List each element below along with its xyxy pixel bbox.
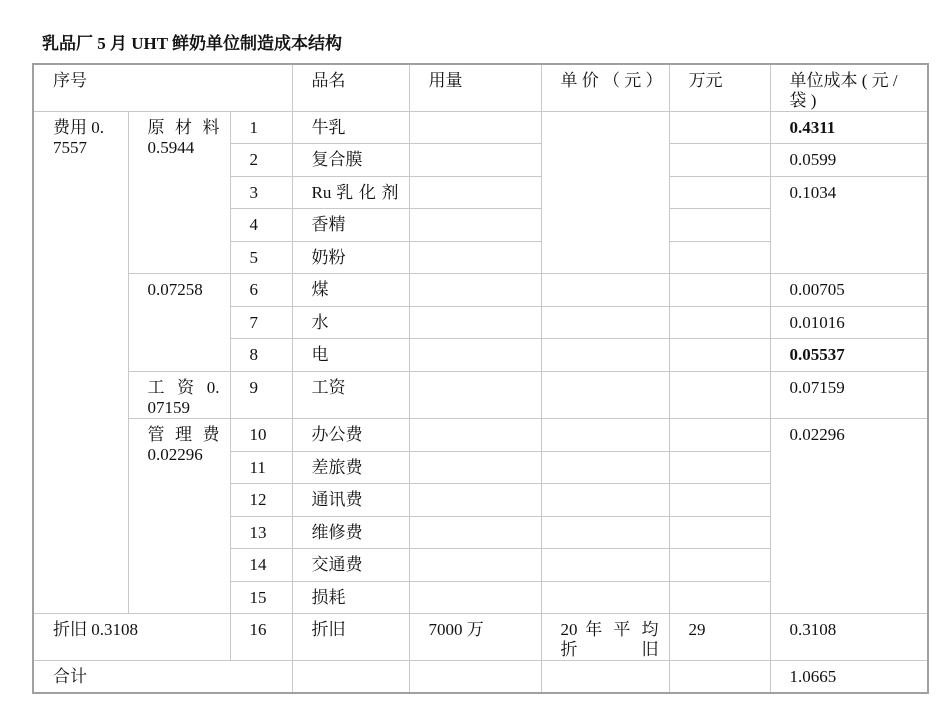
qty-cell <box>409 339 541 372</box>
header-seq: 序号 <box>33 64 292 112</box>
wan-cell <box>669 372 770 419</box>
item-name: 办公费 <box>292 419 409 452</box>
header-qty: 用量 <box>409 64 541 112</box>
item-name: 差旅费 <box>292 452 409 484</box>
wan-cell <box>669 484 770 517</box>
row-number: 6 <box>230 274 292 307</box>
unit-cost-cell: 0.1034 <box>770 177 928 274</box>
page-title: 乳品厂 5 月 UHT 鲜奶单位制造成本结构 <box>42 34 343 53</box>
qty-cell <box>409 582 541 614</box>
row-number: 13 <box>230 517 292 549</box>
wan-cell <box>669 517 770 549</box>
cost-structure-table <box>32 63 929 694</box>
wan-cell <box>669 452 770 484</box>
item-name: 香精 <box>292 209 409 242</box>
item-name: 损耗 <box>292 582 409 614</box>
wan-cell <box>669 549 770 582</box>
item-name: 维修费 <box>292 517 409 549</box>
qty-cell <box>409 419 541 452</box>
qty-cell <box>409 307 541 339</box>
qty-cell <box>409 452 541 484</box>
group-fee: 费用 0. 7557 <box>33 112 128 614</box>
qty-cell <box>409 484 541 517</box>
row-number: 11 <box>230 452 292 484</box>
wan-cell: 29 <box>669 614 770 661</box>
table-row <box>33 112 928 144</box>
qty-cell <box>409 209 541 242</box>
item-name: 煤 <box>292 274 409 307</box>
item-name: 复合膜 <box>292 144 409 177</box>
price-cell: 20 年 平 均 折旧 <box>541 614 669 661</box>
unit-cost-cell: 0.4311 <box>770 112 928 144</box>
item-name: 奶粉 <box>292 242 409 274</box>
table-row <box>33 372 928 419</box>
price-cell <box>541 372 669 419</box>
header-wan-yuan: 万元 <box>669 64 770 112</box>
group-energy: 0.07258 <box>128 274 230 372</box>
group-raw-material: 原材料 0.5944 <box>128 112 230 274</box>
item-name: 折旧 <box>292 614 409 661</box>
price-cell <box>541 517 669 549</box>
row-number: 7 <box>230 307 292 339</box>
wan-cell <box>669 209 770 242</box>
header-row <box>33 64 928 112</box>
row-number: 4 <box>230 209 292 242</box>
qty-cell <box>409 177 541 209</box>
qty-cell <box>409 549 541 582</box>
wan-cell <box>669 177 770 209</box>
row-number: 2 <box>230 144 292 177</box>
group-wage: 工 资 0. 07159 <box>128 372 230 419</box>
table-row <box>33 419 928 452</box>
group-management: 管理费 0.02296 <box>128 419 230 614</box>
row-number: 10 <box>230 419 292 452</box>
unit-cost-cell: 0.07159 <box>770 372 928 419</box>
unit-cost-cell: 0.05537 <box>770 339 928 372</box>
qty-cell <box>409 112 541 144</box>
row-number: 14 <box>230 549 292 582</box>
unit-cost-cell: 0.3108 <box>770 614 928 661</box>
total-row <box>33 661 928 693</box>
row-number: 12 <box>230 484 292 517</box>
qty-cell <box>409 144 541 177</box>
item-name: Ru 乳 化 剂 <box>292 177 409 209</box>
qty-cell <box>409 661 541 693</box>
row-number: 15 <box>230 582 292 614</box>
qty-cell: 7000 万 <box>409 614 541 661</box>
total-cost-value: 1.0665 <box>770 661 928 693</box>
unit-cost-cell: 0.0599 <box>770 144 928 177</box>
price-cell <box>541 452 669 484</box>
item-name: 水 <box>292 307 409 339</box>
row-number: 3 <box>230 177 292 209</box>
row-number: 5 <box>230 242 292 274</box>
item-name: 牛乳 <box>292 112 409 144</box>
item-name: 电 <box>292 339 409 372</box>
header-unit-cost: 单位成本 ( 元 / 袋 ) <box>770 64 928 112</box>
qty-cell <box>409 517 541 549</box>
group-depreciation: 折旧 0.3108 <box>33 614 230 661</box>
price-cell <box>541 484 669 517</box>
row-number: 1 <box>230 112 292 144</box>
wan-cell <box>669 307 770 339</box>
wan-cell <box>669 661 770 693</box>
depreciation-row <box>33 614 928 661</box>
unit-cost-cell: 0.02296 <box>770 419 928 614</box>
qty-cell <box>409 274 541 307</box>
price-cell <box>541 307 669 339</box>
item-name: 交通费 <box>292 549 409 582</box>
price-cell <box>541 661 669 693</box>
unit-cost-cell: 0.00705 <box>770 274 928 307</box>
row-number: 16 <box>230 614 292 661</box>
row-number: 9 <box>230 372 292 419</box>
header-name: 品名 <box>292 64 409 112</box>
qty-cell <box>409 242 541 274</box>
price-cell <box>541 419 669 452</box>
price-cell <box>541 582 669 614</box>
price-cell <box>541 549 669 582</box>
row-number: 8 <box>230 339 292 372</box>
wan-cell <box>669 339 770 372</box>
qty-cell <box>409 372 541 419</box>
item-name <box>292 661 409 693</box>
item-name: 工资 <box>292 372 409 419</box>
total-label: 合计 <box>33 661 292 693</box>
wan-cell <box>669 242 770 274</box>
wan-cell <box>669 144 770 177</box>
item-name: 通讯费 <box>292 484 409 517</box>
price-cell <box>541 339 669 372</box>
price-cell <box>541 112 669 274</box>
header-unit-price: 单 价 （ 元 ） <box>541 64 669 112</box>
table-row <box>33 274 928 307</box>
unit-cost-cell: 0.01016 <box>770 307 928 339</box>
price-cell <box>541 274 669 307</box>
wan-cell <box>669 582 770 614</box>
wan-cell <box>669 419 770 452</box>
wan-cell <box>669 112 770 144</box>
wan-cell <box>669 274 770 307</box>
